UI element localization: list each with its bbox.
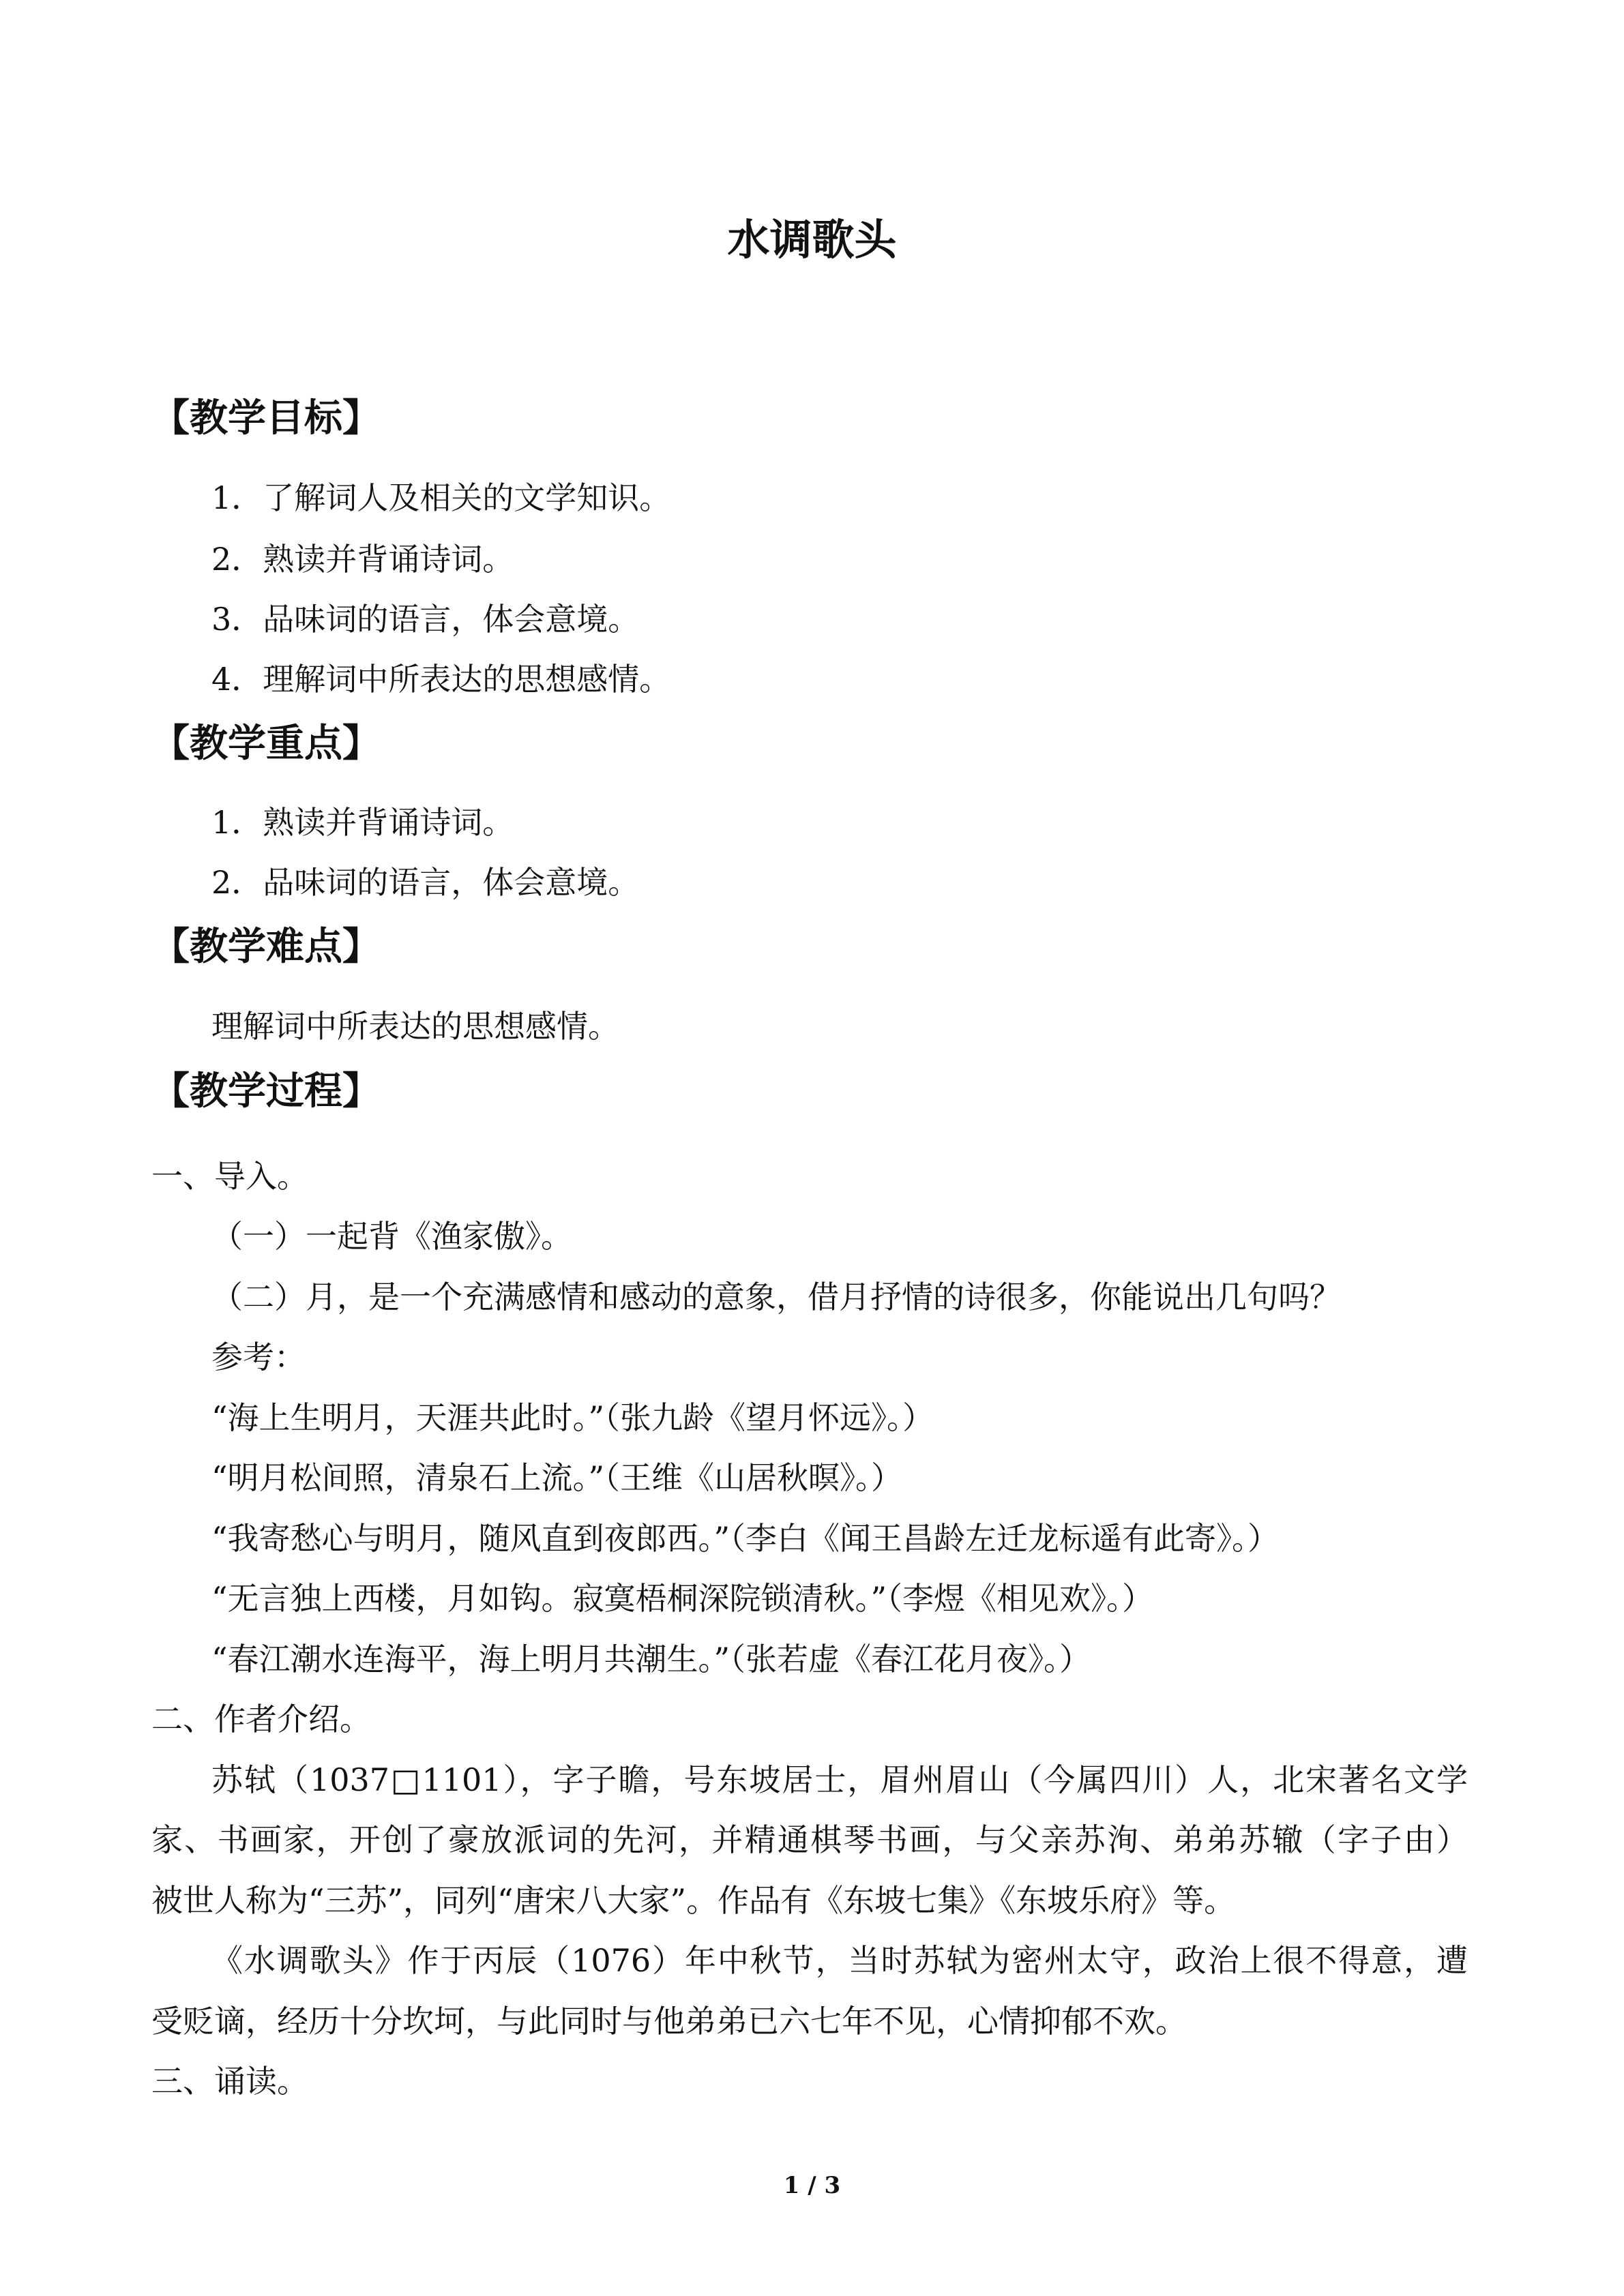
process-line: 参考： — [211, 1339, 306, 1375]
key-point-item: 2．品味词的语言，体会意境。 — [211, 864, 640, 901]
author-paragraph-line: 苏轼（1037□1101），字子瞻，号东坡居士，眉州眉山（今属四川）人，北宋著名文学 — [211, 1761, 1468, 1798]
poem-quote: “春江潮水连海平，海上明月共潮生。”（张若虚《春江花月夜》。） — [211, 1641, 1091, 1678]
background-paragraph-line: 受贬谪，经历十分坎坷，与此同时与他弟弟已六七年不见，心情抑郁不欢。 — [151, 2003, 1187, 2040]
goal-item: 2．熟读并背诵诗词。 — [211, 541, 514, 578]
section-heading-goals: 【教学目标】 — [151, 396, 381, 441]
document-title: 水调歌头 — [727, 215, 897, 265]
page-number: 1 / 3 — [783, 2172, 841, 2199]
section-heading-difficulties: 【教学难点】 — [151, 925, 381, 969]
process-line: （二）月，是一个充满感情和感动的意象，借月抒情的诗很多，你能说出几句吗？ — [211, 1279, 1341, 1315]
section-heading-key-points: 【教学重点】 — [151, 721, 381, 766]
section-heading-process: 【教学过程】 — [151, 1069, 381, 1114]
goal-item: 4．理解词中所表达的思想感情。 — [211, 661, 671, 698]
poem-quote: “我寄愁心与明月，随风直到夜郎西。”（李白《闻王昌龄左迁龙标遥有此寄》。） — [211, 1520, 1280, 1557]
author-paragraph-line: 家、书画家，开创了豪放派词的先河，并精通棋琴书画，与父亲苏洵、弟弟苏辙（字子由） — [151, 1821, 1468, 1858]
background-paragraph-line: 《水调歌头》作于丙辰（1076）年中秋节，当时苏轼为密州太守，政治上很不得意，遭 — [211, 1942, 1468, 1979]
process-section-title: 一、导入。 — [151, 1158, 308, 1195]
goal-item: 3．品味词的语言，体会意境。 — [211, 601, 640, 638]
poem-quote: “海上生明月，天涯共此时。”（张九龄《望月怀远》。） — [211, 1399, 934, 1436]
poem-quote: “明月松间照，清泉石上流。”（王维《山居秋暝》。） — [211, 1459, 903, 1496]
process-section-title: 三、诵读。 — [151, 2063, 308, 2100]
process-line: （一）一起背《渔家傲》。 — [211, 1218, 572, 1255]
poem-quote: “无言独上西楼，月如钩。寂寞梧桐深院锁清秋。”（李煜《相见欢》。） — [211, 1580, 1154, 1617]
difficulty-text: 理解词中所表达的思想感情。 — [211, 1008, 619, 1045]
author-paragraph-line: 被世人称为“三苏”，同列“唐宋八大家”。作品有《东坡七集》《东坡乐府》等。 — [151, 1882, 1236, 1919]
process-section-title: 二、作者介绍。 — [151, 1701, 371, 1738]
goal-item: 1．了解词人及相关的文学知识。 — [211, 479, 671, 516]
key-point-item: 1．熟读并背诵诗词。 — [211, 804, 514, 841]
